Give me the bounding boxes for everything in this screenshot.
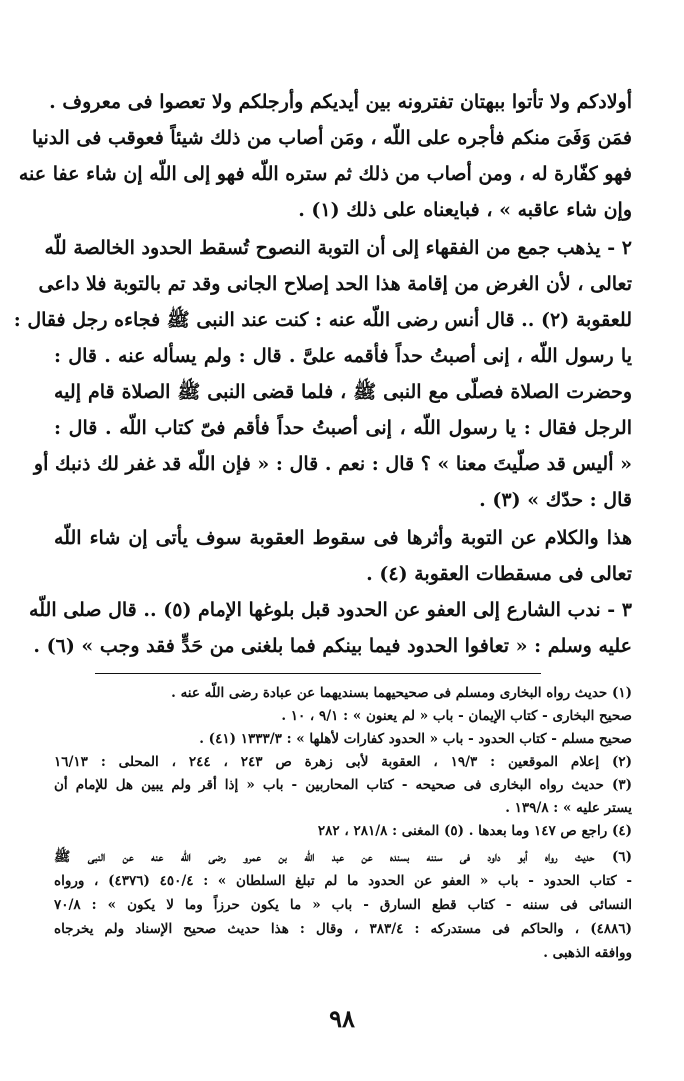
- body-line: أولادكم ولا تأتوا ببهتان تفترونه بين أيديكم وأرجلكم ولا تعصوا فى معروف .: [49, 91, 632, 113]
- footnote-line: صحيح مسلم - كتاب الحدود - باب « الحدود كفارات لأهلها » : ١٣٣٣/٣ (٤١) .: [199, 731, 632, 747]
- footnote-line: (٢) إعلام الموقعين : ١٩/٣ ، العقوبة لأبى زهرة ص ٢٤٣ ، ٢٤٤ ، المحلى : ١٦/١٣: [54, 754, 632, 770]
- body-line: عليه وسلم : « تعافوا الحدود فيما بينكم فما بلغنى من حَدٍّ فقد وجب » (٦) .: [33, 635, 632, 657]
- footnote-line: (١) حديث رواه البخارى ومسلم فى صحيحيهما بسنديهما عن عبادة رضى اللّه عنه .: [171, 685, 632, 701]
- footnote-line: يستر عليه » : ١٣٩/٨ .: [505, 800, 632, 816]
- page-number: ٩٨: [329, 1004, 355, 1033]
- body-line: فمَن وَفَىَ منكم فأجره على اللّه ، ومَن أصاب من ذلك شيئاً فعوقب فى الدنيا: [31, 127, 632, 149]
- body-line: الرجل فقال : يا رسول اللّه ، إنى أصبتُ حداً فأقم فىّ كتاب اللّه . قال :: [54, 417, 632, 439]
- body-line: قال : حدّك » (٣) .: [479, 489, 632, 511]
- footnote-line: صحيح البخارى - كتاب الإيمان - باب « لم يعنون » : ٩/١ ، ١٠ .: [281, 708, 632, 724]
- body-line: ٢ - يذهب جمع من الفقهاء إلى أن التوبة النصوح تُسقط الحدود الخالصة للّه: [44, 237, 632, 259]
- body-line: وحضرت الصلاة فصلّى مع النبى ﷺ ، فلما قضى النبى ﷺ الصلاة قام إليه: [54, 381, 632, 403]
- body-line: يا رسول اللّه ، إنى أصبتُ حداً فأقمه علىَّ . قال : ولم يسأله عنه . قال :: [54, 345, 632, 367]
- footnote-line: ووافقه الذهبى .: [543, 945, 632, 961]
- body-line: تعالى فى مسقطات العقوبة (٤) .: [366, 563, 632, 585]
- body-line: تعالى ، لأن الغرض من إقامة هذا الحد إصلاح الجانى وقد تم بالتوبة فلا داعى: [38, 273, 632, 295]
- body-line: ٣ - ندب الشارع إلى العفو عن الحدود قبل بلوغها الإمام (٥) .. قال صلى اللّه: [29, 599, 632, 621]
- footnote-line: - كتاب الحدود - باب « العفو عن الحدود ما لم تبلغ السلطان » : ٤٥٠/٤ (٤٣٧٦) ، ورواه: [54, 873, 633, 889]
- footnote-line: (٤) راجع ص ١٤٧ وما بعدها . (٥) المغنى : ٢٨١/٨ ، ٢٨٢: [317, 823, 632, 839]
- body-line: فهو كفّارة له ، ومن أصاب من ذلك ثم ستره اللّه فهو إلى اللّه إن شاء عفا عنه: [18, 163, 632, 185]
- footnote-line: (٤٨٨٦) ، والحاكم فى مستدركه : ٣٨٣/٤ ، وقال : هذا حديث صحيح الإسناد ولم يخرجاه: [54, 921, 632, 937]
- footnote-separator: [95, 673, 541, 674]
- footnote-line: (٦) حديث رواه أبو داود فى سننه بسنده عن عبد اللّه بن عمرو رضى اللّه عنه عن النبى ﷺ: [54, 849, 632, 865]
- body-line: وإن شاء عاقبه » ، فبايعناه على ذلك (١) .: [298, 199, 632, 221]
- body-line: « أليس قد صلّيتَ معنا » ؟ قال : نعم . قال : « فإن اللّه قد غفر لك ذنبك أو: [33, 453, 632, 475]
- body-line: للعقوبة (٢) .. قال أنس رضى اللّه عنه : كنت عند النبى ﷺ فجاءه رجل فقال :: [13, 309, 632, 331]
- footnote-line: النسائى فى سننه - كتاب قطع السارق - باب « ما يكون حرزاً وما لا يكون » : ٧٠/٨: [54, 897, 632, 913]
- footnote-line: (٣) حديث رواه البخارى فى صحيحه - كتاب المحاربين - باب « إذا أقر ولم يبين هل للإمام أن: [54, 777, 632, 793]
- body-line: هذا والكلام عن التوبة وأثرها فى سقوط العقوبة سوف يأتى إن شاء اللّه: [54, 527, 632, 549]
